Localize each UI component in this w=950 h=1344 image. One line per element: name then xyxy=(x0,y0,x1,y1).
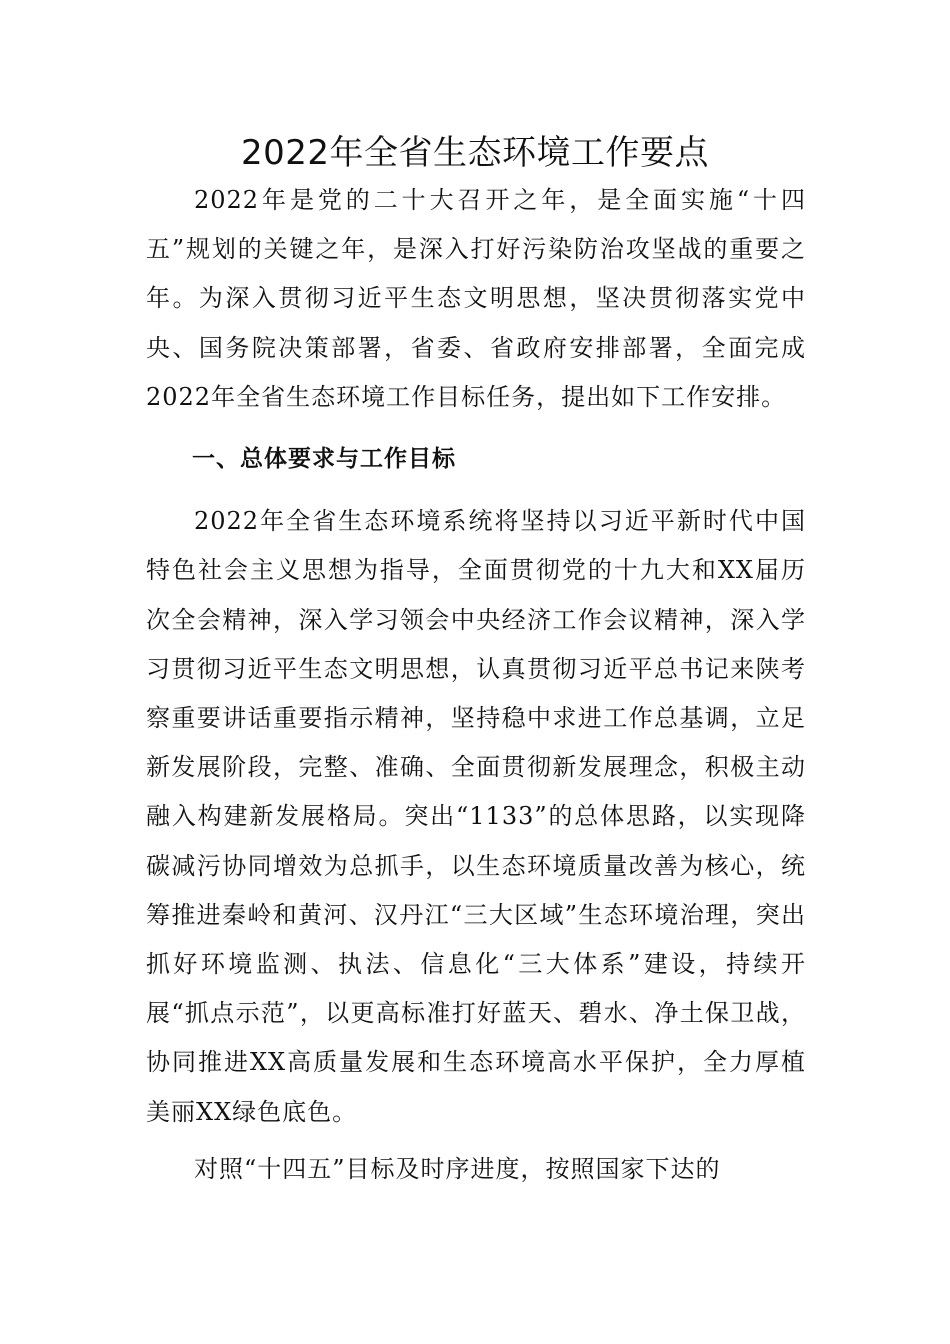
intro-paragraph: 2022年是党的二十大召开之年，是全面实施“十四五”规划的关键之年，是深入打好污染防治攻坚战的重要之年。为深入贯彻习近平生态文明思想，坚决贯彻落实党中央、国务院决策部署，省委、省政府安排部署，全面完成2022年全省生态环境工作目标任务，提出如下工作安排。 xyxy=(146,186,806,411)
section-paragraph-1: 2022年全省生态环境系统将坚持以习近平新时代中国特色社会主义思想为指导，全面贯彻党的十九大和XX届历次全会精神，深入学习领会中央经济工作会议精神，深入学习贯彻习近平生态文明思想，认真贯彻习近平总书记来陕考察重要讲话重要指示精神，坚持稳中求进工作总基调，立足新发展阶段，完整、准确、全面贯彻新发展理念，积极主动融入构建新发展格局。突出“1133”的总体思路，以实现降碳减污协同增效为总抓手，以生态环境质量改善为核心，统筹推进秦岭和黄河、汉丹江“三大区域”生态环境治理，突出抓好环境监测、执法、信息化“三大体系”建设，持续开展“抓点示范”，以更高标准打好蓝天、碧水、净土保卫战，协同推进XX高质量发展和生态环境高水平保护，全力厚植美丽XX绿色底色。 xyxy=(146,507,806,1126)
paragraph-spacer xyxy=(146,1137,806,1145)
document-body xyxy=(146,176,806,1194)
section-paragraph-2: 对照“十四五”目标及时序进度，按照国家下达的 xyxy=(194,1154,721,1183)
paragraph-spacer xyxy=(146,422,806,430)
document-title: 2022年全省生态环境工作要点 xyxy=(240,133,710,173)
section-heading: 一、总体要求与工作目标 xyxy=(192,446,456,473)
paragraph-spacer xyxy=(146,489,806,497)
